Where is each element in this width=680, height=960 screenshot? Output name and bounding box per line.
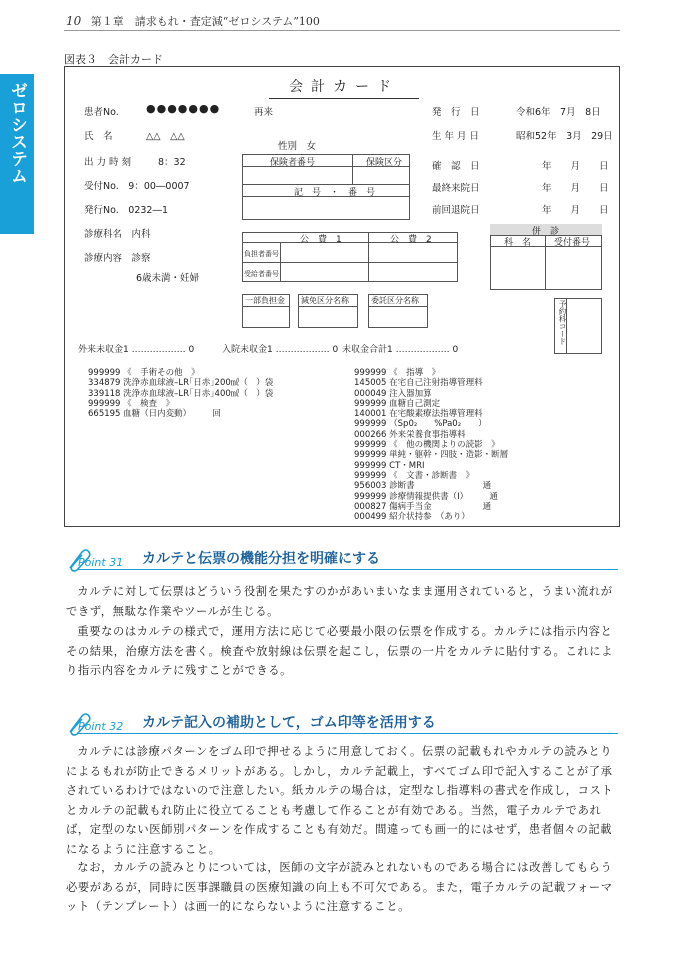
issue-date-value: 令和6年 7月 8日 [516, 107, 601, 118]
right-code-row: 999999 診療情報提供書（Ⅰ） 通 [354, 491, 498, 502]
confirm-date: 年 月 日 [542, 161, 609, 172]
insurer-no-label: 保険者番号 [270, 158, 316, 168]
inpatient-unpaid: 入院未収金1 ……………… 0 [222, 345, 339, 355]
gender: 性別 女 [278, 141, 317, 152]
right-code-row: 000266 外来栄養食事指導料 [354, 429, 466, 440]
point31-label: Point 31 [78, 556, 124, 569]
output-time-label: 出 力 時 刻 [84, 157, 132, 168]
content-note: 6歳未満・妊婦 [136, 273, 200, 284]
combined-label: 併 診 [532, 227, 560, 237]
right-code-row: 999999 《 文書・診断書 》 [354, 470, 475, 481]
right-code-row: 000827 傷病手当金 通 [354, 501, 492, 512]
partial-payment-rule [242, 306, 290, 307]
page-number: 10 [66, 14, 82, 28]
issue-date-label: 発 行 日 [432, 107, 480, 118]
right-code-row: 999999 《 他の機関よりの読影 》 [354, 440, 500, 451]
consignment-label: 委託区分名称 [371, 296, 419, 305]
department: 診療科名 内科 [84, 229, 151, 240]
right-code-row: 140001 在宅酸素療法指導管理料 [354, 409, 483, 420]
name-label: 氏 名 [84, 131, 113, 142]
point32-para2: なお，カルテの読みとりについては，医師の文字が読みとれないものである場合には改善してもらう必要があるが，同時に医事課職員の医療知識の向上も不可欠である。また，電子カルテの記載フォーマット（テンプレート）は画一的にならないように注意すること。 [66, 861, 613, 913]
point32-heading [64, 712, 624, 734]
right-code-row: 956003 診断書 通 [354, 481, 492, 492]
chapter-title: 第１章 請求もれ・査定減“ゼロシステム”100 [90, 15, 320, 28]
reception-num-label: 受付番号 [554, 238, 591, 248]
public-mid-rule [242, 262, 458, 263]
page-header [66, 13, 320, 29]
total-unpaid: 未収金合計1 ……………… 0 [342, 345, 459, 355]
birth-label: 生 年 月 日 [432, 131, 480, 142]
content-label: 診療内容 診察 [84, 253, 151, 264]
payer-no-label: 負担者番号 [244, 250, 279, 258]
partial-payment-label: 一部負担金 [245, 296, 285, 305]
consignment-rule [368, 306, 428, 307]
right-code-row: 999999 《 指導 》 [354, 368, 441, 378]
right-code-row: 999999 （Sp0₂ %Pa0₂ ） [354, 419, 487, 430]
point31-para2: 重要なのはカルテの様式で，運用方法に応じて必要最小限の伝票を作成する。カルテには指示内容とその結果，治療方法を書く。検査や放射線は伝票を起こし，伝票の一片をカルテに貼付する。これにより指示内容をカルテに残すことができる。 [66, 625, 614, 677]
figure-caption: 図表３ 会計カード [64, 53, 163, 66]
point31-title: カルテと伝票の機能分担を明確にする [142, 551, 380, 567]
insurance-divider [352, 154, 353, 184]
left-code-list [88, 368, 273, 419]
recipient-no-label: 受給者番号 [244, 270, 279, 278]
point31-heading [64, 548, 624, 570]
point32-rule [78, 733, 618, 734]
reception-no: 受付No. 9：00―0007 [84, 181, 190, 192]
side-tab [0, 74, 34, 234]
output-time-value: 8：32 [158, 157, 186, 168]
point32-label: Point 32 [78, 720, 124, 733]
exemption-rule [298, 306, 358, 307]
insurance-class-label: 保険区分 [366, 158, 403, 168]
point32-para1: カルテには診療パターンをゴム印で押せるように用意しておく。伝票の記載もれやカルテの読みとりによるもれが防止できるメリットがある。しかし，カルテ記載上，すべてゴム印で記入することが了承されているわけではないので注意したい。紙カルテの場合は，定型なし指導料の書式を作成し，コストとカルテの記載もれ防止に役立てることも考慮して作ることが有効である。当然，電子カルテであれば，定型のない医師別パターンを作成することも有効だ。間違っても画一的にはせず，患者個々の記載になるように注意すること。 [66, 745, 614, 856]
exemption-label: 減免区分名称 [301, 296, 349, 305]
card-title: 会計カード [269, 76, 419, 99]
birth-value: 昭和52年 3月 29日 [516, 131, 613, 142]
left-code-row: 999999 《 手術その他 》 [88, 368, 200, 378]
public-label-divider [280, 242, 281, 282]
right-code-row: 000049 注入器加算 [354, 388, 432, 399]
public2-label: 公 費 2 [390, 235, 432, 245]
point31-para1: カルテに対して伝票はどういう役割を果たすのかがあいまいなまま運用されていると，うまい流れができず，無駄な作業やツールが生じる。 [66, 585, 613, 618]
appointment-code-label: 予約科コード [558, 300, 567, 345]
prev-discharge-date: 年 月 日 [542, 205, 609, 216]
public1-label: 公 費 1 [300, 235, 342, 245]
issue-no: 発行No. 0232―1 [84, 205, 168, 216]
right-code-row: 145005 在宅自己注射指導管理料 [354, 378, 483, 389]
left-code-row: 339118 洗浄赤血球液–LR｢日赤｣400㎖（ ）袋 [88, 388, 274, 399]
last-visit-label: 最終来院日 [432, 183, 480, 194]
confirm-label: 確 認 日 [432, 161, 480, 172]
right-code-row: 999999 血糖自己測定 [354, 398, 441, 409]
accounting-card [64, 66, 620, 527]
public-column-divider [368, 232, 369, 282]
right-code-row: 000499 紹介状持参 （あり） [354, 512, 470, 523]
name-value: △△ △△ [146, 131, 185, 142]
visit-type: 再来 [254, 107, 274, 118]
side-tab-label: ゼロシステム [7, 82, 27, 184]
left-code-row: 999999 《 検査 》 [88, 398, 175, 409]
left-code-row: 334879 洗浄赤血球液–LR｢日赤｣200㎖（ ）袋 [88, 378, 274, 389]
header-rule [64, 30, 620, 31]
combined-divider [545, 235, 546, 290]
outpatient-unpaid: 外来未収金1 ……………… 0 [78, 345, 195, 355]
patient-no-value: ●●●●●●● [146, 102, 221, 115]
right-code-row: 999999 CT・MRI [354, 460, 425, 471]
dept-name-label: 科 名 [504, 238, 532, 248]
patient-no-label: 患者No. [84, 107, 119, 118]
right-code-row: 999999 単純・躯幹・四肢・造影・断層 [354, 450, 509, 461]
point32-title: カルテ記入の補助として，ゴム印等を活用する [142, 715, 436, 731]
last-visit-date: 年 月 日 [542, 183, 609, 194]
left-code-row: 665195 血糖（日内変動） 回 [88, 409, 221, 420]
prev-discharge-label: 前回退院日 [432, 205, 480, 216]
point31-rule [78, 569, 618, 570]
symbol-number-label: 記 号 ・ 番 号 [294, 188, 376, 198]
right-code-list [354, 368, 508, 522]
